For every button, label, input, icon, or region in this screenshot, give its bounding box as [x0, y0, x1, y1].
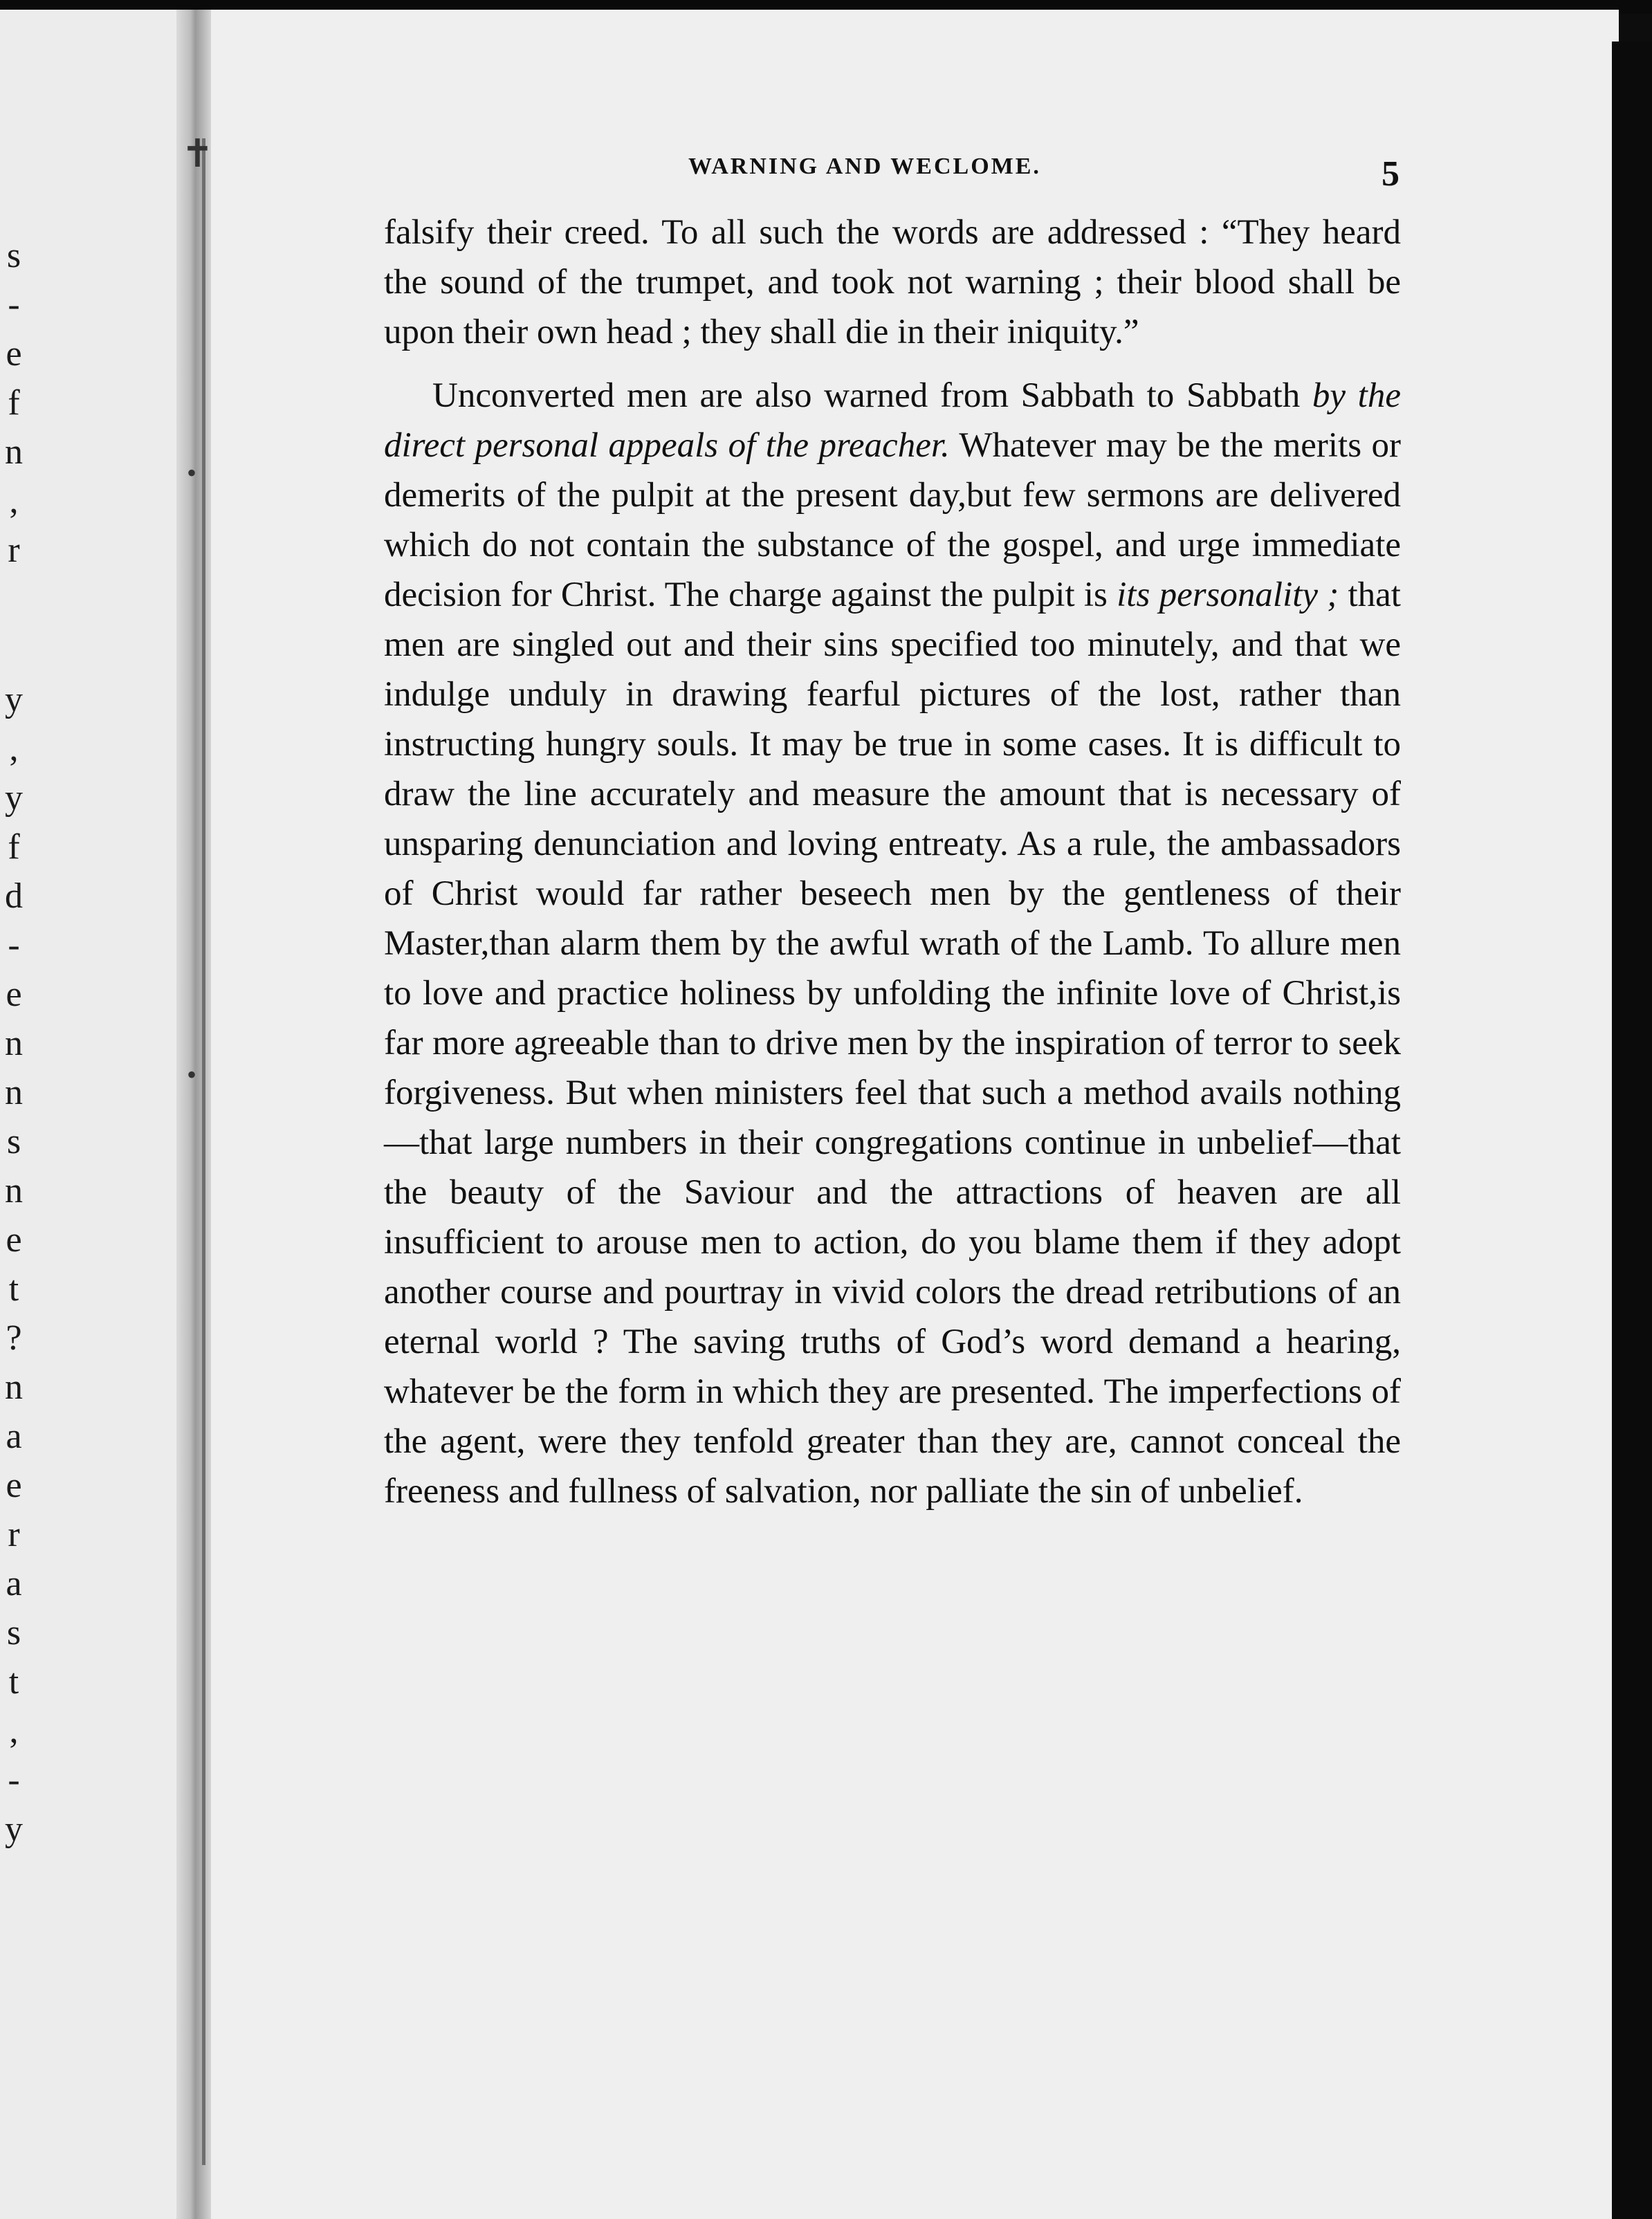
binding-mark-icon: • [187, 457, 197, 488]
bleed-char: , [9, 729, 19, 768]
bleed-char: s [6, 1613, 21, 1652]
bleed-char: y [5, 778, 23, 818]
body-text [384, 208, 1401, 1516]
bleed-char: t [8, 1269, 19, 1309]
bleed-char [0, 575, 28, 675]
scan-right-border [1612, 42, 1652, 2219]
bleed-char: - [8, 285, 20, 324]
bleed-char: y [5, 680, 23, 719]
bleed-char: , [9, 1711, 19, 1751]
paragraph: falsify their creed. To all such the words are addressed : “They heard the sound of the trumpet, and took not warning ; their blood shall be upon their own head ; they shall die in their iniquity.” [384, 213, 1401, 351]
bleed-char: r [8, 531, 20, 570]
facing-page-bleed-text [0, 231, 28, 1854]
text-run: Unconverted men are also warned from Sabbath to Sabbath [432, 376, 1312, 415]
italic-emphasis: by the direct personal appeals of the preacher. [384, 376, 1401, 465]
bleed-char: e [6, 975, 22, 1014]
bleed-char: n [5, 1073, 23, 1112]
bleed-char: s [6, 1122, 21, 1161]
bleed-char: n [5, 1024, 23, 1063]
italic-emphasis: its personality ; [1117, 576, 1339, 614]
paragraph [384, 371, 1401, 1516]
bleed-char: a [6, 1564, 22, 1603]
bleed-char: f [8, 383, 20, 423]
bleed-char: - [8, 1760, 20, 1800]
bleed-char: e [6, 1466, 22, 1505]
bleed-char: n [5, 1368, 23, 1407]
text-run: that men are singled out and their sins specified too minutely, and that we indulge unduly in drawing fearful pictures of the lost, rather than instructing hungry souls. It may be true in some cases. It is difficult to draw the line accurately and measure the amount that is necessary of unsparing denunciation and loving entreaty. As a rule, the ambassadors of Christ would far rather beseech men by the gentleness of their Master,than alarm them by the awful wrath of the Lamb. To allure men to love and practice holiness by unfolding the infinite love of Christ,is far more agreeable than to drive men by the inspiration of terror to seek forgiveness. But when ministers feel that such a method avails nothing—that large numbers in their congregations continue in unbelief—that the beauty of the Saviour and the attractions of heaven are all insufficient to arouse men to action, do you blame them if they adopt another course and pourtray in vivid colors the dread retributions of an eternal world ? The saving truths of God’s word demand a hearing, whatever be the form in which they are presented. The imperfections of the agent, were they tenfold greater than they are, cannot conceal the freeness and fullness of salvation, nor palliate the sin of unbelief. [384, 576, 1401, 1511]
binding-mark-icon: • [187, 1059, 197, 1090]
page-number: 5 [1382, 154, 1399, 194]
bleed-char: s [6, 236, 21, 275]
bleed-char: t [8, 1662, 19, 1702]
book-gutter [176, 10, 211, 2219]
running-header: WARNING AND WECLOME. [688, 154, 1041, 179]
bleed-char: a [6, 1417, 22, 1456]
binding-line [202, 138, 205, 2165]
bleed-char: , [9, 481, 19, 521]
bleed-char: f [8, 827, 20, 867]
bleed-char: ? [6, 1318, 22, 1358]
text-run: Whatever may be the merits or demerits of the pulpit at the present day,but few sermons are delivered which do not contain the substance of the gospel, and urge immediate decision for Christ. The charge against the pulpit is [384, 426, 1401, 614]
bleed-char: - [8, 926, 20, 965]
binding-mark-icon: ✝ [181, 133, 214, 176]
bleed-char: n [5, 432, 23, 472]
bleed-char: e [6, 334, 22, 374]
bleed-char: y [5, 1810, 23, 1849]
bleed-char: d [5, 876, 23, 916]
bleed-char: n [5, 1171, 23, 1210]
bleed-char: e [6, 1220, 22, 1260]
bleed-char: r [8, 1515, 20, 1554]
